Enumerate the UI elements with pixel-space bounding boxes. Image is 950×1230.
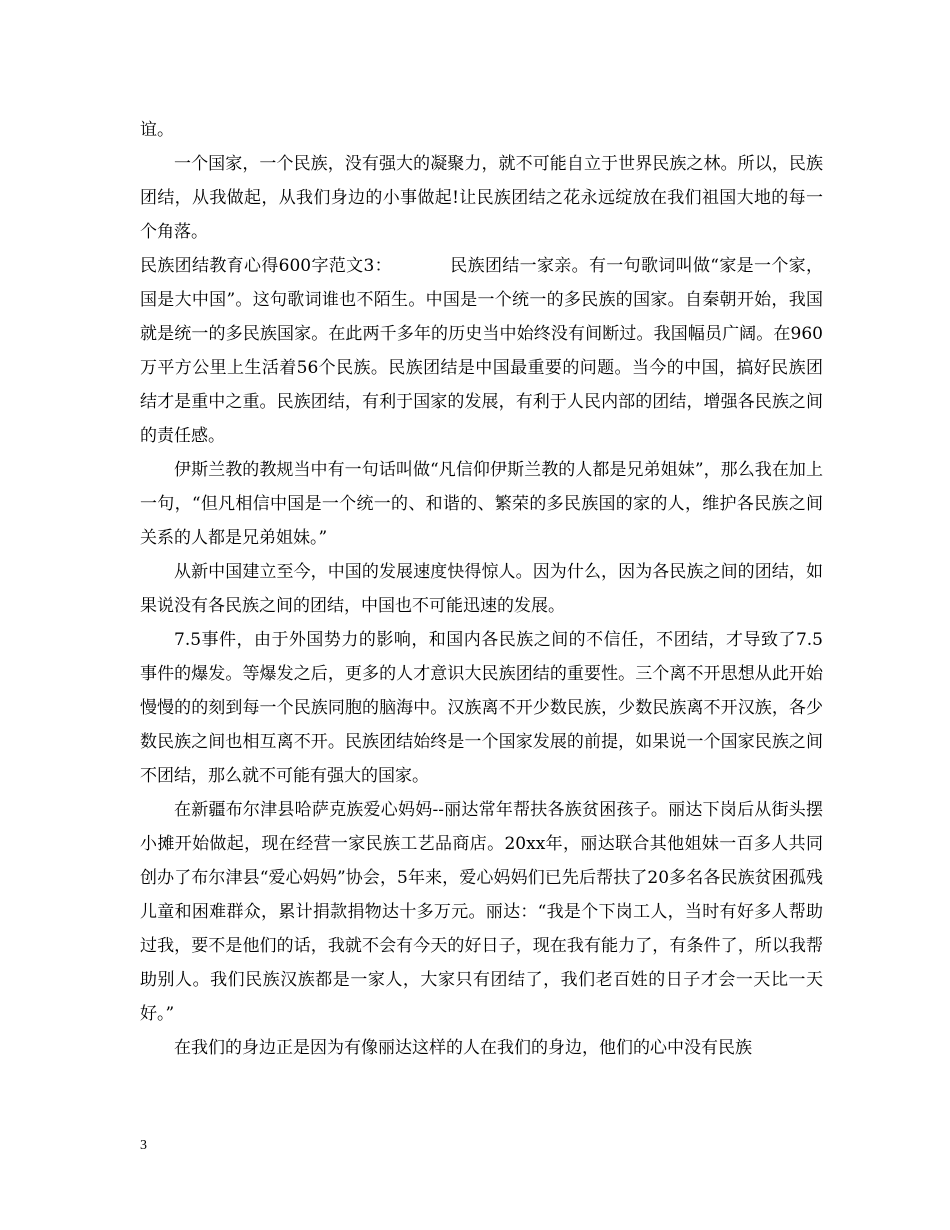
- paragraph: [140, 453, 823, 555]
- paragraph-text: 7.5事件，由于外国势力的影响，和国内各民族之间的不信任，不团结，才导致了7.5事件的爆发。等爆发之后，更多的人才意识大民族团结的重要性。三个离不开思想从此开始慢慢的的刻到每一个民族同胞的脑海中。汉族离不开少数民族，少数民族离不开汉族，各少数民族之间也相互离不开。民族团结始终是一个国家发展的前提，如果说一个国家民族之间不团结，那么就不可能有强大的国家。: [140, 630, 823, 786]
- paragraph-text: 伊斯兰教的教规当中有一句话叫做“凡信仰伊斯兰教的人都是兄弟姐妹”，那么我在加上一句，“但凡相信中国是一个统一的、和谐的、繁荣的多民族国的家的人，维护各民族之间关系的人都是兄弟姐妹。”: [140, 460, 823, 548]
- paragraph: [140, 555, 823, 623]
- paragraph: [140, 623, 823, 793]
- paragraph: [140, 793, 823, 1031]
- paragraph-text: 在新疆布尔津县哈萨克族爱心妈妈--丽达常年帮扶各族贫困孩子。丽达下岗后从街头摆小摊开始做起，现在经营一家民族工艺品商店。20xx年，丽达联合其他姐妹一百多人共同创办了布尔津县“爱心妈妈”协会，5年来，爱心妈妈们已先后帮扶了20多名各民族贫困孤残儿童和困难群众，累计捐款捐物达十多万元。丽达：“我是个下岗工人，当时有好多人帮助过我，要不是他们的话，我就不会有今天的好日子，现在我有能力了，有条件了，所以我帮助别人。我们民族汉族都是一家人，大家只有团结了，我们老百姓的日子才会一天比一天好。”: [140, 800, 823, 1024]
- section-heading: 民族团结教育心得600字范文3：: [140, 256, 392, 276]
- paragraph-with-heading: [140, 249, 823, 453]
- paragraph: [140, 147, 823, 249]
- paragraph-text: 在我们的身边正是因为有像丽达这样的人在我们的身边，他们的心中没有民族: [174, 1038, 752, 1058]
- paragraph: [140, 1031, 823, 1065]
- paragraph-continued: [140, 113, 823, 147]
- paragraph-text: 一个国家，一个民族，没有强大的凝聚力，就不可能自立于世界民族之林。所以，民族团结，从我做起，从我们身边的小事做起!让民族团结之花永远绽放在我们祖国大地的每一个角落。: [140, 154, 823, 242]
- paragraph-text: 从新中国建立至今，中国的发展速度快得惊人。因为什么，因为各民族之间的团结，如果说没有各民族之间的团结，中国也不可能迅速的发展。: [140, 562, 823, 616]
- paragraph-text: 民族团结一家亲。有一句歌词叫做“家是一个家，国是大中国”。这句歌词谁也不陌生。中国是一个统一的多民族的国家。自秦朝开始，我国就是统一的多民族国家。在此两千多年的历史当中始终没有间断过。我国幅员广阔。在960万平方公里上生活着56个民族。民族团结是中国最重要的问题。当今的中国，搞好民族团结才是重中之重。民族团结，有利于国家的发展，有利于人民内部的团结，增强各民族之间的责任感。: [140, 256, 823, 446]
- paragraph-text: 谊。: [140, 120, 174, 140]
- document-body: [140, 113, 823, 1065]
- page-number: 3: [140, 1138, 147, 1153]
